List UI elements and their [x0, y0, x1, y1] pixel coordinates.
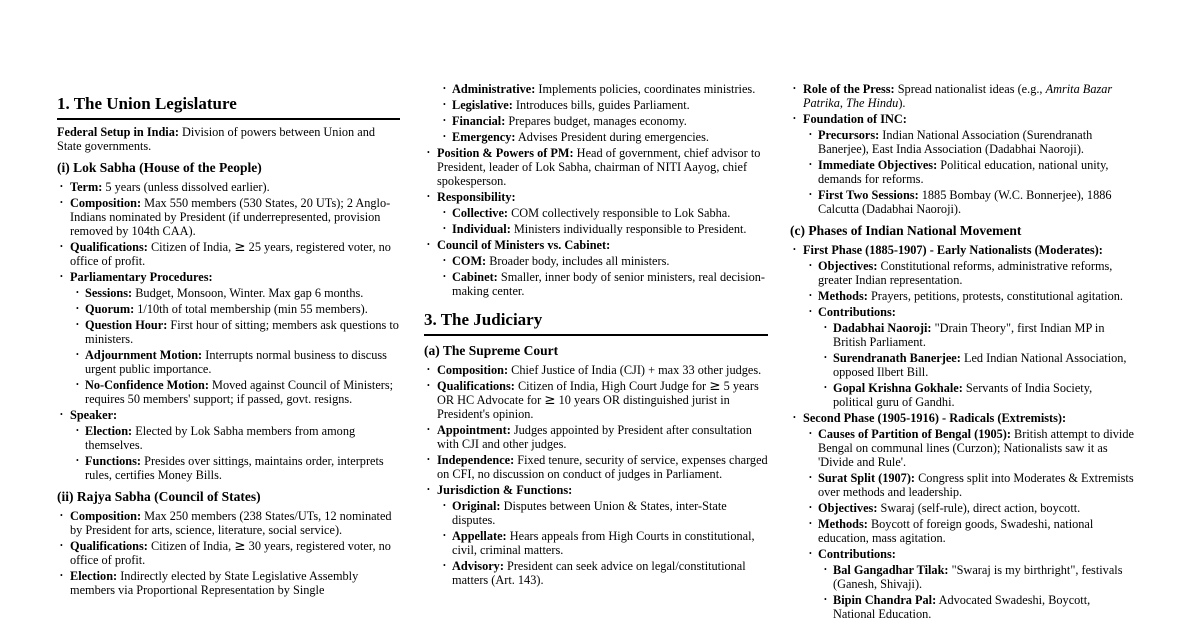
item-label: Term: — [70, 180, 103, 194]
paragraph — [57, 125, 400, 153]
item-text: Led Indian National Association, opposed Ilbert Bill. — [833, 351, 1127, 379]
item-text: Budget, Monsoon, Winter. Max gap 6 months. — [132, 286, 364, 300]
item-label: Composition: — [70, 196, 142, 210]
list-item — [790, 411, 1135, 425]
item-label: First Phase (1885-1907) - Early Nationalists (Moderates): — [803, 243, 1103, 257]
list-item — [424, 529, 768, 557]
item-text: 1885 Bombay (W.C. Bonnerjee), 1886 Calcutta (Dadabhai Naoroji). — [818, 188, 1112, 216]
item-text: Prepares budget, manages economy. — [505, 114, 687, 128]
item-label: Responsibility: — [437, 190, 516, 204]
item-text: COM collectively responsible to Lok Sabha. — [508, 206, 731, 220]
item-label: Methods: — [818, 289, 868, 303]
item-label: Appointment: — [437, 423, 511, 437]
item-text: Hears appeals from High Courts in constitutional, civil, criminal matters. — [452, 529, 755, 557]
bullet-icon: • — [76, 304, 79, 313]
list-item — [790, 305, 1135, 319]
bullet-icon: • — [809, 291, 812, 300]
greater-equal-symbol: ≥ — [544, 392, 556, 408]
bullet-icon: • — [824, 595, 827, 604]
italic-text: The Hindu — [846, 96, 899, 110]
bullet-icon: • — [809, 473, 812, 482]
item-text: Smaller, inner body of senior ministers, real decision-making center. — [452, 270, 766, 298]
item-label: Surat Split (1907): — [818, 471, 916, 485]
list-item — [790, 259, 1135, 287]
item-text: Citizen of India, ≥ 30 years, registered voter, no office of profit. — [70, 538, 391, 567]
list-item — [424, 130, 768, 144]
item-text: , — [839, 96, 847, 110]
item-label: Advisory: — [452, 559, 504, 573]
list-item — [424, 146, 768, 188]
item-label: Federal Setup in India: — [57, 125, 179, 139]
bullet-icon: • — [427, 240, 430, 249]
item-label: Contributions: — [818, 547, 896, 561]
bullet-icon: • — [76, 456, 79, 465]
item-text: Chief Justice of India (CJI) + max 33 other judges. — [508, 363, 762, 377]
bullet-icon: • — [443, 84, 446, 93]
item-text: "Drain Theory", first Indian MP in British Parliament. — [833, 321, 1105, 349]
item-label: Functions: — [85, 454, 142, 468]
bullet-icon: • — [824, 323, 827, 332]
greater-equal-symbol: ≥ — [709, 378, 721, 394]
list-item — [424, 254, 768, 268]
list-item — [424, 238, 768, 252]
list-item — [57, 286, 400, 300]
list-item — [424, 453, 768, 481]
bullet-icon: • — [809, 519, 812, 528]
item-text: Advocated Swadeshi, Boycott, National Education. — [833, 593, 1091, 621]
item-label: Qualifications: — [70, 539, 148, 553]
list-item — [57, 318, 400, 346]
list-item — [57, 270, 400, 284]
item-label: First Two Sessions: — [818, 188, 919, 202]
list-item — [424, 222, 768, 236]
item-text: Citizen of India, ≥ 25 years, registered voter, no office of profit. — [70, 239, 391, 268]
bullet-icon: • — [793, 84, 796, 93]
list-item — [57, 378, 400, 406]
list-item — [57, 196, 400, 238]
list-item — [57, 539, 400, 567]
bullet-icon: • — [809, 190, 812, 199]
item-label: Quorum: — [85, 302, 135, 316]
item-label: Gopal Krishna Gokhale: — [833, 381, 963, 395]
bullet-icon: • — [793, 114, 796, 123]
bullet-icon: • — [427, 455, 430, 464]
item-label: Role of the Press: — [803, 82, 895, 96]
item-label: COM: — [452, 254, 487, 268]
list-item — [790, 188, 1135, 216]
bullet-icon: • — [443, 224, 446, 233]
item-label: Financial: — [452, 114, 506, 128]
bullet-icon: • — [809, 261, 812, 270]
list-item — [57, 408, 400, 422]
list-item — [790, 82, 1135, 110]
item-label: Composition: — [70, 509, 142, 523]
bullet-icon: • — [443, 100, 446, 109]
list-item — [57, 180, 400, 194]
bullet-icon: • — [809, 160, 812, 169]
item-text: Spread nationalist ideas (e.g., — [894, 82, 1046, 96]
item-label: Jurisdiction & Functions: — [437, 483, 573, 497]
bullet-icon: • — [443, 531, 446, 540]
list-item — [57, 569, 400, 597]
list-item — [57, 240, 400, 268]
bullet-icon: • — [427, 485, 430, 494]
item-text: 5 years (unless dissolved earlier). — [102, 180, 270, 194]
item-text: Head of government, chief advisor to President, leader of Lok Sabha, chairman of NITI Aayog, chief spokesperson. — [437, 146, 761, 188]
item-text: President can seek advice on legal/constitutional matters (Art. 143). — [452, 559, 746, 587]
bullet-icon: • — [824, 383, 827, 392]
list-item — [790, 128, 1135, 156]
bullet-icon: • — [427, 192, 430, 201]
list-item — [790, 381, 1135, 409]
item-text: Broader body, includes all ministers. — [486, 254, 670, 268]
list-item — [424, 206, 768, 220]
bullet-icon: • — [443, 132, 446, 141]
item-label: Causes of Partition of Bengal (1905): — [818, 427, 1011, 441]
list-item — [57, 454, 400, 482]
item-text: Advises President during emergencies. — [515, 130, 709, 144]
list-item — [790, 112, 1135, 126]
document-column-3 — [790, 82, 1135, 623]
item-label: Contributions: — [818, 305, 896, 319]
item-label: Methods: — [818, 517, 868, 531]
bullet-icon: • — [443, 272, 446, 281]
item-text: Indian National Association (Surendranath Banerjee), East India Association (Dadabhai Naoroji). — [818, 128, 1093, 156]
item-text: Max 550 members (530 States, 20 UTs); 2 Anglo-Indians nominated by President (if underrepresented, provision removed by 104th CAA). — [70, 196, 391, 238]
bullet-icon: • — [76, 350, 79, 359]
item-text: Servants of India Society, political guru of Gandhi. — [833, 381, 1093, 409]
item-text: Ministers individually responsible to President. — [510, 222, 747, 236]
subsection-heading: (c) Phases of Indian National Movement — [790, 223, 1022, 238]
item-label: Individual: — [452, 222, 511, 236]
item-text: Presides over sittings, maintains order, interprets rules, certifies Money Bills. — [85, 454, 384, 482]
bullet-icon: • — [793, 245, 796, 254]
item-label: Collective: — [452, 206, 508, 220]
item-label: Objectives: — [818, 501, 878, 515]
list-item — [424, 423, 768, 451]
item-text: Division of powers between Union and State governments. — [57, 125, 375, 153]
item-text: 1/10th of total membership (min 55 members). — [134, 302, 368, 316]
item-label: Council of Ministers vs. Cabinet: — [437, 238, 611, 252]
bullet-icon: • — [76, 288, 79, 297]
item-label: Second Phase (1905-1916) - Radicals (Extremists): — [803, 411, 1067, 425]
bullet-icon: • — [809, 130, 812, 139]
item-text: Elected by Lok Sabha members from among themselves. — [85, 424, 356, 452]
bullet-icon: • — [443, 501, 446, 510]
bullet-icon: • — [809, 549, 812, 558]
list-item — [424, 379, 768, 421]
item-text: Interrupts normal business to discuss urgent public importance. — [85, 348, 387, 376]
item-text: Max 250 members (238 States/UTs, 12 nominated by President for arts, science, literature, social service). — [70, 509, 392, 537]
list-item — [790, 427, 1135, 469]
item-label: Cabinet: — [452, 270, 498, 284]
item-label: Objectives: — [818, 259, 878, 273]
bullet-icon: • — [60, 410, 63, 419]
subsection-heading: (ii) Rajya Sabha (Council of States) — [57, 489, 261, 504]
document-column-1 — [57, 82, 400, 599]
bullet-icon: • — [427, 148, 430, 157]
item-label: Original: — [452, 499, 501, 513]
list-item — [790, 563, 1135, 591]
list-item — [790, 351, 1135, 379]
item-label: Foundation of INC: — [803, 112, 907, 126]
list-item — [424, 499, 768, 527]
subsection-heading: (i) Lok Sabha (House of the People) — [57, 160, 262, 175]
item-label: Bal Gangadhar Tilak: — [833, 563, 949, 577]
list-item — [790, 471, 1135, 499]
bullet-icon: • — [427, 365, 430, 374]
bullet-icon: • — [443, 561, 446, 570]
list-item — [790, 243, 1135, 257]
item-label: Legislative: — [452, 98, 513, 112]
item-label: Adjournment Motion: — [85, 348, 203, 362]
bullet-icon: • — [443, 256, 446, 265]
bullet-icon: • — [76, 320, 79, 329]
bullet-icon: • — [809, 503, 812, 512]
subsection-heading: (a) The Supreme Court — [424, 343, 559, 358]
item-label: Question Hour: — [85, 318, 168, 332]
list-item — [424, 114, 768, 128]
bullet-icon: • — [60, 511, 63, 520]
list-item — [424, 190, 768, 204]
bullet-icon: • — [60, 272, 63, 281]
item-text: Implements policies, coordinates ministries. — [535, 82, 756, 96]
item-text: ). — [898, 96, 906, 110]
bullet-icon: • — [76, 426, 79, 435]
list-item — [424, 270, 768, 298]
list-item — [790, 517, 1135, 545]
item-label: Composition: — [437, 363, 509, 377]
bullet-icon: • — [809, 429, 812, 438]
item-text: Congress split into Moderates & Extremists over methods and leadership. — [818, 471, 1134, 499]
item-text: Introduces bills, guides Parliament. — [512, 98, 690, 112]
item-label: Qualifications: — [70, 240, 148, 254]
item-text: Constitutional reforms, administrative reforms, greater Indian representation. — [818, 259, 1113, 287]
item-text: Boycott of foreign goods, Swadeshi, national education, mass agitation. — [818, 517, 1094, 545]
item-text: British attempt to divide Bengal on communal lines (Curzon); Nationalists saw it as 'Divide and Rule'. — [818, 427, 1134, 469]
list-item — [790, 547, 1135, 561]
list-item — [424, 98, 768, 112]
item-text: Moved against Council of Ministers; requires 50 members' support; if passed, govt. resigns. — [85, 378, 394, 406]
item-text: Fixed tenure, security of service, expenses charged on CFI, no discussion on conduct of judges in Parliament. — [437, 453, 768, 481]
item-text: Indirectly elected by State Legislative Assembly members via Proportional Representation by Single — [70, 569, 359, 597]
item-label: Immediate Objectives: — [818, 158, 938, 172]
bullet-icon: • — [427, 425, 430, 434]
list-item — [790, 593, 1135, 621]
item-text: First hour of sitting; members ask questions to ministers. — [85, 318, 399, 346]
list-item — [424, 82, 768, 96]
greater-equal-symbol: ≥ — [234, 538, 246, 554]
item-label: Administrative: — [452, 82, 536, 96]
bullet-icon: • — [824, 565, 827, 574]
greater-equal-symbol: ≥ — [234, 239, 246, 255]
item-text: Swaraj (self-rule), direct action, boycott. — [877, 501, 1081, 515]
bullet-icon: • — [60, 541, 63, 550]
list-item — [790, 289, 1135, 303]
item-label: Speaker: — [70, 408, 118, 422]
bullet-icon: • — [443, 208, 446, 217]
italic-text: Amrita Bazar Patrika — [803, 82, 1113, 110]
bullet-icon: • — [443, 116, 446, 125]
item-label: Precursors: — [818, 128, 880, 142]
item-label: Qualifications: — [437, 379, 515, 393]
bullet-icon: • — [60, 182, 63, 191]
bullet-icon: • — [76, 380, 79, 389]
item-label: Bipin Chandra Pal: — [833, 593, 937, 607]
item-label: Election: — [85, 424, 133, 438]
bullet-icon: • — [824, 353, 827, 362]
item-label: Parliamentary Procedures: — [70, 270, 213, 284]
item-label: Appellate: — [452, 529, 507, 543]
list-item — [57, 424, 400, 452]
item-label: Surendranath Banerjee: — [833, 351, 961, 365]
list-item — [424, 483, 768, 497]
list-item — [424, 559, 768, 587]
list-item — [424, 363, 768, 377]
list-item — [790, 321, 1135, 349]
list-item — [790, 501, 1135, 515]
bullet-icon: • — [60, 198, 63, 207]
item-label: Emergency: — [452, 130, 516, 144]
item-text: Citizen of India, High Court Judge for ≥ 5 years OR HC Advocate for ≥ 10 years OR distinguished jurist in President's opinion. — [437, 378, 759, 421]
bullet-icon: • — [427, 381, 430, 390]
item-label: Dadabhai Naoroji: — [833, 321, 932, 335]
bullet-icon: • — [809, 307, 812, 316]
item-text: "Swaraj is my birthright", festivals (Ganesh, Shivaji). — [833, 563, 1123, 591]
list-item — [57, 302, 400, 316]
item-text: Prayers, petitions, protests, constitutional agitation. — [867, 289, 1123, 303]
list-item — [790, 158, 1135, 186]
item-label: Position & Powers of PM: — [437, 146, 574, 160]
section-heading: 1. The Union Legislature — [57, 94, 400, 120]
item-text: Disputes between Union & States, inter-State disputes. — [452, 499, 727, 527]
item-text: Political education, national unity, demands for reforms. — [818, 158, 1109, 186]
item-label: Independence: — [437, 453, 515, 467]
list-item — [57, 509, 400, 537]
bullet-icon: • — [60, 242, 63, 251]
item-text: Judges appointed by President after consultation with CJI and other judges. — [437, 423, 752, 451]
bullet-icon: • — [793, 413, 796, 422]
list-item — [57, 348, 400, 376]
item-label: Election: — [70, 569, 118, 583]
bullet-icon: • — [60, 571, 63, 580]
document-column-2 — [424, 82, 768, 589]
section-heading: 3. The Judiciary — [424, 310, 768, 336]
item-label: Sessions: — [85, 286, 133, 300]
item-label: No-Confidence Motion: — [85, 378, 209, 392]
